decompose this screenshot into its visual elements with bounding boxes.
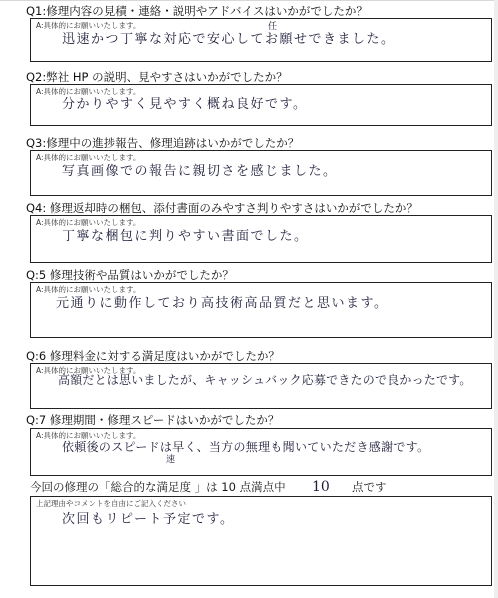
q1-title: Q1:修理内容の見積・連絡・説明やアドバイスはいかがでしたか？ (26, 4, 368, 18)
q5-title: Q:5 修理技術や品質はいかがでしたか？ (26, 268, 234, 282)
page-edge (494, 0, 498, 598)
comment-box (30, 496, 492, 586)
q7-title: Q:7 修理期間・修理スピードはいかがでしたか？ (26, 413, 280, 427)
q3-box-label: A:具体的にお願いいたします。 (36, 153, 141, 162)
overall-prompt: 今回の修理の「総合的な満足度 」は 10 点満点中 (30, 480, 286, 494)
q7-correction: 速 (166, 455, 176, 465)
comment-answer: 次回もリピート予定です。 (62, 512, 235, 527)
q3-answer: 写真画像での報告に親切さを感じました。 (62, 164, 338, 179)
q4-answer: 丁寧な梱包に判りやすい書面でした。 (62, 229, 309, 244)
q2-box-label: A:具体的にお願いいたします。 (36, 87, 141, 96)
q3-title: Q3:修理中の進捗報告、修理追跡はいかがでしたか？ (26, 136, 300, 150)
top-edge (0, 0, 498, 1)
q5-answer: 元通りに動作しており高技術高品質だと思います。 (56, 296, 389, 311)
q1-correction: 任 (268, 22, 278, 32)
q5-box-label: A:具体的にお願いいたします。 (36, 285, 141, 294)
q6-title: Q:6 修理料金に対する満足度はいかがでしたか？ (26, 349, 280, 363)
q2-answer: 分かりやすく見やすく概ね良好です。 (62, 97, 308, 112)
q7-box-label: A:具体的にお願いいたします。 (36, 431, 141, 440)
comment-label: 上記理由やコメントを自由にご記入ください (36, 499, 186, 508)
overall-unit: 点です (352, 480, 387, 494)
q1-box-label: A:具体的にお願いいたします。 (36, 21, 141, 30)
q6-box-label: A:具体的にお願いいたします。 (36, 366, 141, 375)
q6-answer: 高額だとは思いましたが、キャッシュバック応募できたので良かったです。 (58, 373, 472, 387)
q7-answer: 依頼後のスピードは早く、当方の無理も聞いていただき感謝です。 (62, 440, 430, 454)
q2-title: Q2:弊社 HP の説明、見やすさはいかがでしたか？ (26, 70, 288, 84)
overall-score: 10 (312, 479, 330, 495)
q4-title: Q4: 修理返却時の梱包、添付書面のみやすさ判りやすさはいかがでしたか？ (26, 201, 418, 215)
q1-answer: 迅速かつ丁寧な対応で安心してお願せできました。 (62, 32, 396, 47)
q4-box-label: A:具体的にお願いいたします。 (36, 218, 141, 227)
